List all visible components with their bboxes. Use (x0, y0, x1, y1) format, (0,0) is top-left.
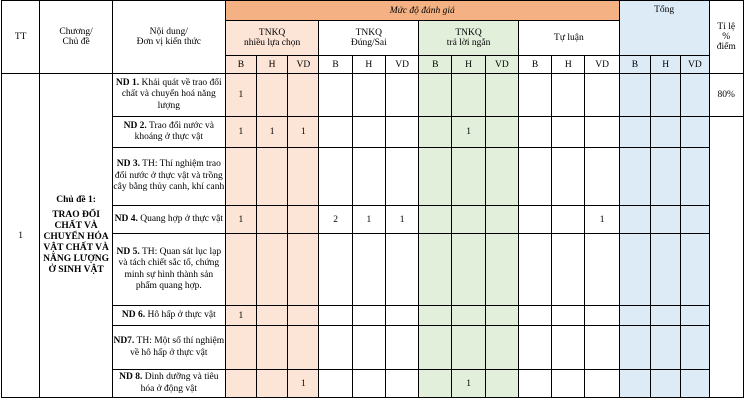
cell (352, 306, 385, 326)
cell (518, 206, 551, 234)
cell (619, 326, 650, 370)
cell (585, 117, 619, 148)
level-vd: VD (681, 56, 709, 74)
cell (619, 117, 650, 148)
ratio-header-line3: điểm (716, 42, 736, 52)
group-line2: trả lời ngắn (446, 38, 491, 48)
cell (485, 370, 518, 398)
cell (385, 326, 418, 370)
content-text: Khái quát về trao đổi chất và chuyển hoá năng lượng (121, 77, 222, 111)
content-code: ND 5. (116, 246, 140, 257)
cell (585, 306, 619, 326)
chapter-header-line1: Chương/ (59, 27, 93, 37)
cell (518, 326, 551, 370)
cell (385, 74, 418, 117)
chapter-header (40, 1, 113, 74)
cell (385, 234, 418, 306)
cell (585, 148, 619, 206)
content-code: ND 2. (123, 120, 147, 131)
cell (452, 148, 485, 206)
chapter-header-line2: Chủ đề (62, 37, 90, 47)
cell (619, 306, 650, 326)
cell (485, 306, 518, 326)
cell (518, 234, 551, 306)
ratio-header-line1: Tỉ lệ (717, 22, 736, 32)
level-vd: VD (288, 56, 319, 74)
cell (681, 74, 709, 117)
tt-header: TT (2, 1, 40, 74)
cell (319, 234, 352, 306)
cell (518, 306, 551, 326)
cell (288, 148, 319, 206)
cell (319, 148, 352, 206)
content-nd7 (112, 326, 225, 370)
content-nd2 (112, 117, 225, 148)
cell (319, 326, 352, 370)
cell (552, 306, 585, 326)
cell (651, 370, 681, 398)
cell (256, 326, 287, 370)
cell: 1 (225, 117, 256, 148)
cell (419, 234, 452, 306)
level-vd: VD (385, 56, 418, 74)
cell: 1 (452, 117, 485, 148)
cell (552, 370, 585, 398)
cell: 2 (319, 206, 352, 234)
cell (681, 326, 709, 370)
total-header: Tổng (619, 1, 709, 56)
level-b: B (518, 56, 551, 74)
cell (288, 74, 319, 117)
content-header (112, 1, 225, 74)
cell (385, 117, 418, 148)
group-line1: TNKQ (355, 28, 383, 38)
group-header-essay (518, 21, 619, 56)
cell (485, 234, 518, 306)
level-vd: VD (485, 56, 518, 74)
level-b: B (619, 56, 650, 74)
cell (452, 206, 485, 234)
group-header-short-answer (419, 21, 519, 56)
group-line1: Tự luận (554, 33, 584, 43)
cell (619, 234, 650, 306)
cell (619, 148, 650, 206)
cell (585, 370, 619, 398)
cell (419, 74, 452, 117)
cell: 1 (225, 74, 256, 117)
content-nd4 (112, 206, 225, 234)
content-text: Quang hợp ở thực vật (140, 213, 223, 224)
level-h: H (452, 56, 485, 74)
cell (485, 74, 518, 117)
cell (452, 326, 485, 370)
cell (651, 234, 681, 306)
content-nd6 (112, 306, 225, 326)
assessment-level-header: Mức độ đánh giá (225, 1, 619, 21)
content-text: Trao đổi nước và khoáng ở thực vật (134, 120, 215, 142)
topic-name: TRAO ĐỔI CHẤT VÀ CHUYỂN HÓA VẬT CHẤT VÀ NĂNG LƯỢNG Ở SINH VẬT (43, 210, 110, 275)
cell (419, 117, 452, 148)
content-header-line2: Đơn vị kiến thức (136, 37, 201, 47)
cell (385, 148, 418, 206)
cell (681, 234, 709, 306)
group-line2: Đúng/Sai (350, 38, 387, 48)
cell (256, 370, 287, 398)
cell (651, 148, 681, 206)
cell (419, 326, 452, 370)
topic-label: Chủ đề 1: (56, 195, 96, 205)
content-text: TH: Quan sát lục lạp và tách chiết sắc tố, chứng minh sự hình thành sản phẩm quang hợp. (118, 246, 222, 291)
content-nd3 (112, 148, 225, 206)
cell (518, 370, 551, 398)
content-nd8 (112, 370, 225, 398)
cell (552, 234, 585, 306)
cell (485, 117, 518, 148)
cell (651, 206, 681, 234)
cell (319, 74, 352, 117)
cell (585, 74, 619, 117)
topic-cell (40, 74, 113, 398)
cell (585, 234, 619, 306)
group-line1: TNKQ (455, 28, 482, 38)
cell (385, 370, 418, 398)
group-header-true-false (319, 21, 419, 56)
cell (419, 206, 452, 234)
cell (256, 206, 287, 234)
cell (681, 370, 709, 398)
cell: 1 (288, 117, 319, 148)
cell (452, 234, 485, 306)
level-h: H (651, 56, 681, 74)
cell (552, 117, 585, 148)
level-vd: VD (585, 56, 619, 74)
content-code: ND 8. (119, 372, 143, 382)
cell (352, 370, 385, 398)
cell (452, 306, 485, 326)
cell (319, 117, 352, 148)
cell (256, 234, 287, 306)
group-header-multiple-choice (225, 21, 319, 56)
cell (452, 74, 485, 117)
cell: 1 (225, 206, 256, 234)
cell (518, 148, 551, 206)
cell (585, 326, 619, 370)
cell (552, 74, 585, 117)
cell (419, 306, 452, 326)
cell (518, 74, 551, 117)
cell (225, 370, 256, 398)
cell (552, 148, 585, 206)
cell (352, 148, 385, 206)
content-header-line1: Nội dung/ (149, 27, 188, 37)
assessment-matrix-table (1, 0, 744, 398)
cell (651, 117, 681, 148)
cell (352, 117, 385, 148)
group-line1: TNKQ (258, 28, 286, 38)
cell (681, 148, 709, 206)
cell (319, 370, 352, 398)
content-code: ND7. (113, 336, 135, 346)
cell (288, 206, 319, 234)
content-code: ND 1. (115, 77, 140, 88)
cell (485, 148, 518, 206)
cell (651, 74, 681, 117)
content-text: Dinh dưỡng và tiêu hóa ở động vật (140, 372, 219, 394)
cell (485, 206, 518, 234)
ratio-cell: 80% (709, 74, 744, 117)
content-text: TH: Một số thí nghiệm về hô hấp ở thực vật (130, 336, 225, 358)
cell (288, 306, 319, 326)
cell (681, 117, 709, 148)
level-b: B (419, 56, 452, 74)
group-line2: nhiều lựa chọn (243, 38, 301, 48)
cell (518, 117, 551, 148)
cell (651, 306, 681, 326)
cell (651, 326, 681, 370)
level-h: H (552, 56, 585, 74)
cell (256, 148, 287, 206)
ratio-cell-empty (709, 117, 744, 398)
cell (256, 306, 287, 326)
cell: 1 (288, 370, 319, 398)
cell: 1 (585, 206, 619, 234)
cell (681, 206, 709, 234)
cell (288, 326, 319, 370)
content-text: Hô hấp ở thực vật (147, 309, 216, 320)
cell (225, 326, 256, 370)
cell (319, 306, 352, 326)
cell: 1 (385, 206, 418, 234)
cell (288, 234, 319, 306)
cell (352, 234, 385, 306)
topic-tt: 1 (2, 74, 40, 398)
cell (619, 206, 650, 234)
cell (485, 326, 518, 370)
ratio-header (709, 1, 744, 74)
cell (419, 370, 452, 398)
level-h: H (352, 56, 385, 74)
cell (352, 74, 385, 117)
cell (225, 148, 256, 206)
content-code: ND 3. (116, 159, 140, 170)
content-nd1 (112, 74, 225, 117)
cell (419, 148, 452, 206)
content-code: ND 4. (114, 213, 138, 224)
cell (619, 74, 650, 117)
cell (619, 370, 650, 398)
content-code: ND 6. (121, 309, 146, 320)
cell (681, 306, 709, 326)
cell (352, 326, 385, 370)
cell: 1 (256, 117, 287, 148)
content-text: TH: Thí nghiệm trao đổi nước ở thực vật và trồng cây bằng thủy canh, khí canh (113, 159, 225, 193)
level-b: B (319, 56, 352, 74)
ratio-header-line2: % (722, 32, 731, 42)
content-nd5 (112, 234, 225, 306)
cell: 1 (352, 206, 385, 234)
level-b: B (225, 56, 256, 74)
level-h: H (256, 56, 287, 74)
cell (225, 234, 256, 306)
cell (552, 326, 585, 370)
cell (552, 206, 585, 234)
cell: 1 (452, 370, 485, 398)
cell (256, 74, 287, 117)
cell: 1 (225, 306, 256, 326)
cell (385, 306, 418, 326)
